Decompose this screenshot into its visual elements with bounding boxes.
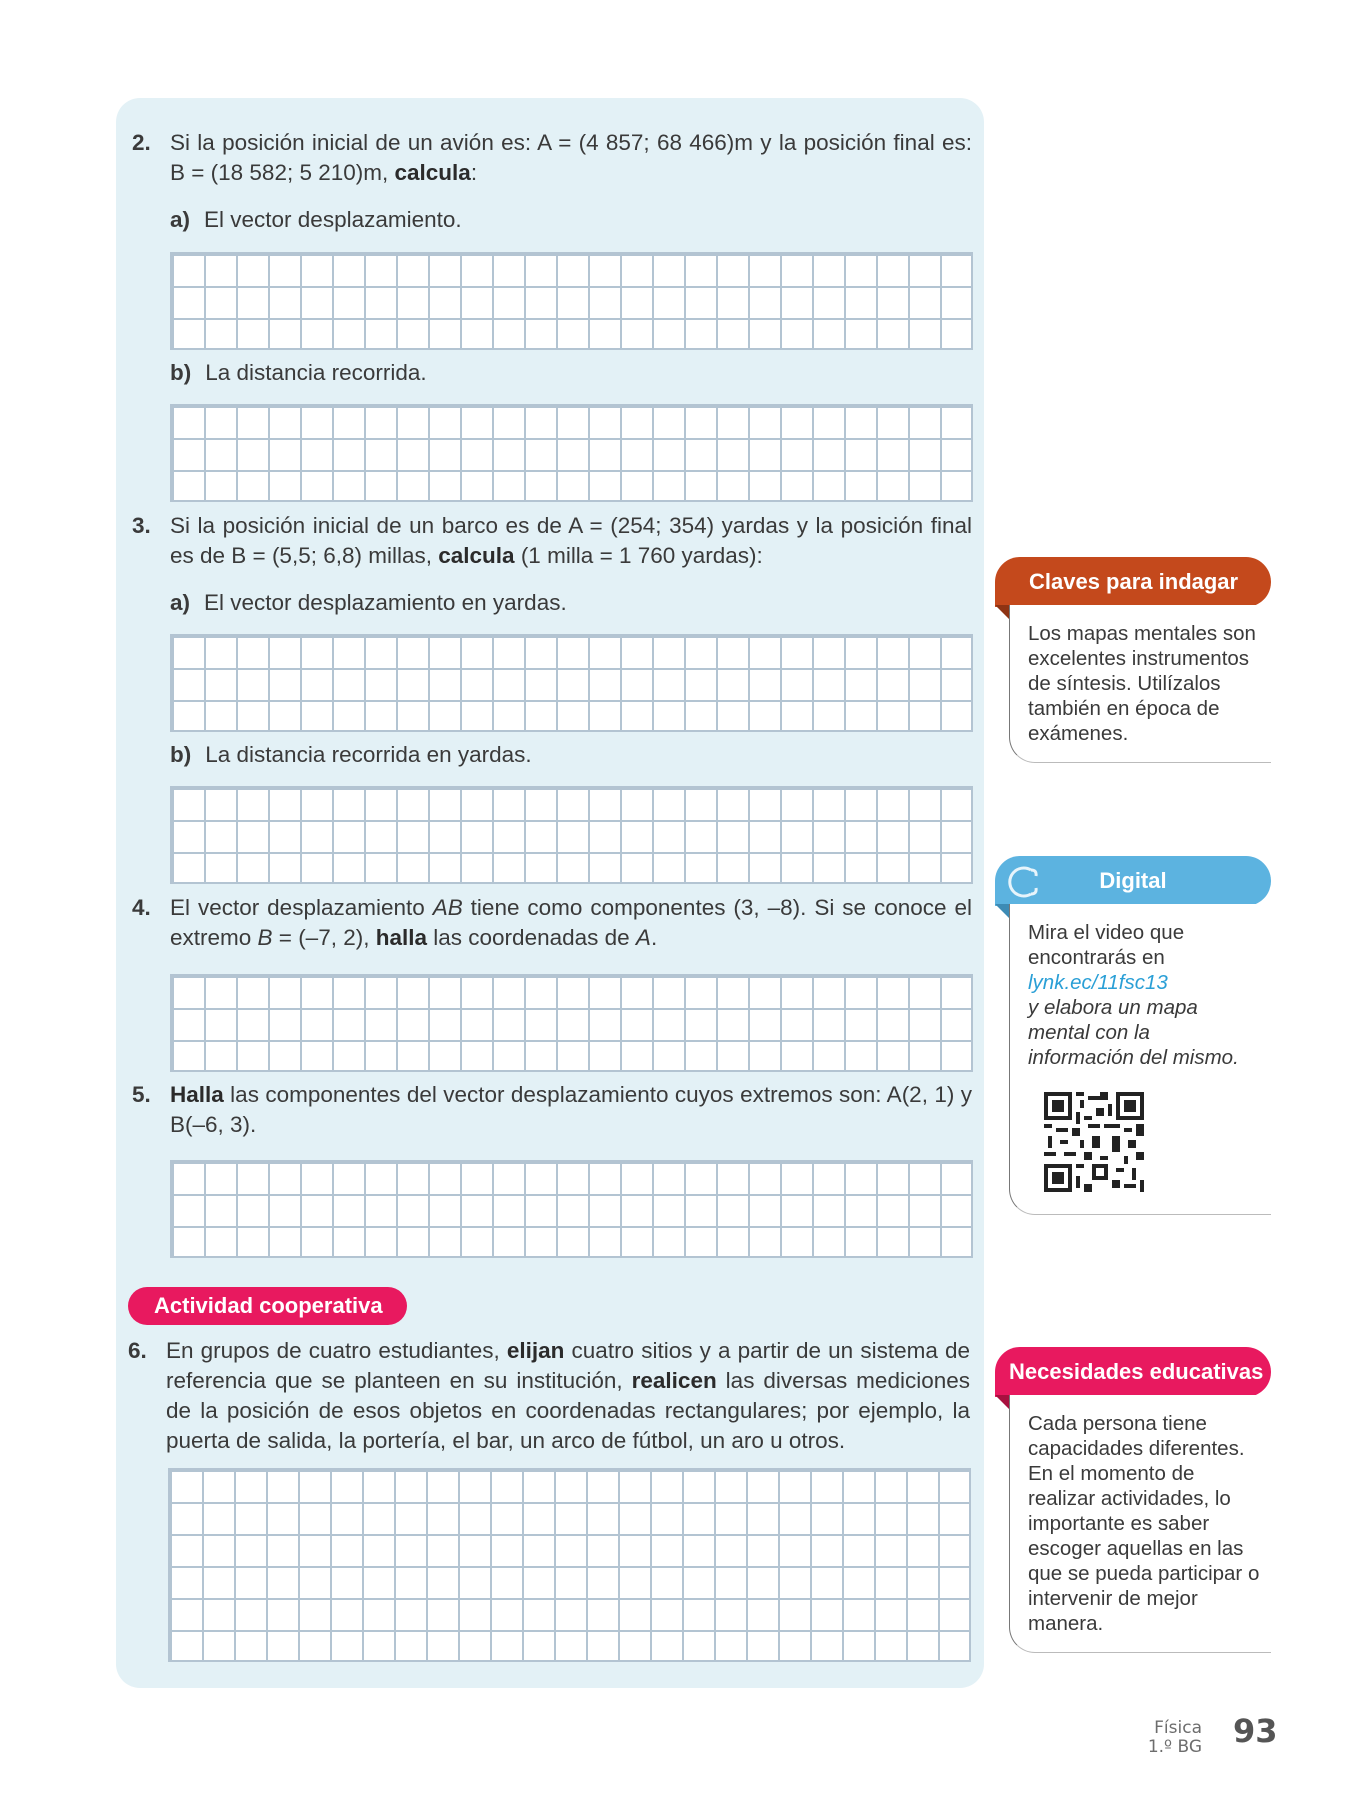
question-number: 3. xyxy=(132,513,151,538)
sub-label: b) xyxy=(170,742,192,767)
sidebar-body: Cada persona tiene capacidades diferentes. En el momento de realizar actividades, lo importante es saber escoger aquellas en las que se pueda participar o intervenir de mejor manera. xyxy=(1009,1395,1271,1653)
answer-grid-2a[interactable] xyxy=(170,252,973,350)
question-number: 6. xyxy=(128,1338,147,1363)
question-text: Halla las componentes del vector desplazamiento cuyos extremos son: A(2, 1) y B(–6, 3). xyxy=(170,1082,972,1137)
sub-text: La distancia recorrida. xyxy=(205,360,427,385)
question-3 xyxy=(132,511,972,571)
answer-grid-6[interactable] xyxy=(168,1468,971,1662)
question-text: El vector desplazamiento AB tiene como componentes (3, –8). Si se conoce el extremo B = (–7, 2), halla las coordenadas de A. xyxy=(170,895,972,950)
sidebar-necesidades-educativas xyxy=(995,1347,1271,1653)
video-link[interactable]: lynk.ec/11fsc13 xyxy=(1028,971,1168,994)
question-text: En grupos de cuatro estudiantes, elijan cuatro sitios y a partir de un sistema de referencia que se planteen en su institución, realicen las diversas mediciones de la posición de esos objetos en coordenadas rectangulares; por ejemplo, la puerta de salida, la portería, el bar, un arco de fútbol, un aro u otros. xyxy=(166,1338,971,1453)
sidebar-body: Los mapas mentales son excelentes instrumentos de síntesis. Utilízalos también en época de exámenes. xyxy=(1009,605,1271,763)
sidebar-title: Necesidades educativas xyxy=(995,1347,1271,1397)
question-number: 2. xyxy=(132,130,151,155)
question-2a xyxy=(170,205,462,235)
question-number: 5. xyxy=(132,1082,151,1107)
question-2b xyxy=(170,358,427,388)
question-3b xyxy=(170,740,532,770)
question-3a xyxy=(170,588,567,618)
sub-label: a) xyxy=(170,590,191,615)
sidebar-title-bar xyxy=(995,856,1271,906)
sub-label: b) xyxy=(170,360,192,385)
sub-label: a) xyxy=(170,207,191,232)
sub-text: La distancia recorrida en yardas. xyxy=(205,742,532,767)
footer-subject: Física 1.º BG xyxy=(1147,1718,1202,1757)
question-text: Si la posición inicial de un avión es: A = (4 857; 68 466)m y la posición final es: B = (18 582; 5 210)m, calcula: xyxy=(170,130,972,185)
question-number: 4. xyxy=(132,895,151,920)
question-6 xyxy=(128,1336,970,1456)
question-5 xyxy=(132,1080,972,1140)
cooperative-activity-badge: Actividad cooperativa xyxy=(128,1287,407,1325)
answer-grid-4[interactable] xyxy=(170,974,973,1072)
question-2 xyxy=(132,128,972,188)
sidebar-title: Digital xyxy=(1099,868,1167,893)
sidebar-digital xyxy=(995,856,1271,1215)
answer-grid-5[interactable] xyxy=(170,1160,973,1258)
sidebar-claves-para-indagar xyxy=(995,557,1271,763)
answer-grid-2b[interactable] xyxy=(170,404,973,502)
fold-decoration xyxy=(995,904,1009,918)
sub-text: El vector desplazamiento. xyxy=(204,207,462,232)
fold-decoration xyxy=(995,605,1009,619)
fold-decoration xyxy=(995,1395,1009,1409)
question-4 xyxy=(132,893,972,953)
question-text: Si la posición inicial de un barco es de A = (254; 354) yardas y la posición final es de B = (5,5; 6,8) millas, calcula (1 milla = 1 760 yardas): xyxy=(170,513,972,568)
answer-grid-3b[interactable] xyxy=(170,786,973,884)
sub-text: El vector desplazamiento en yardas. xyxy=(204,590,567,615)
qr-code-icon[interactable] xyxy=(1044,1092,1144,1192)
sidebar-body: Mira el video que encontrarás en lynk.ec/11fsc13 y elabora un mapa mental con la información del mismo. xyxy=(1009,904,1271,1215)
sidebar-title: Claves para indagar xyxy=(995,557,1271,607)
digital-c-icon xyxy=(1001,860,1041,904)
page-number: 93 xyxy=(1233,1712,1278,1750)
answer-grid-3a[interactable] xyxy=(170,634,973,732)
